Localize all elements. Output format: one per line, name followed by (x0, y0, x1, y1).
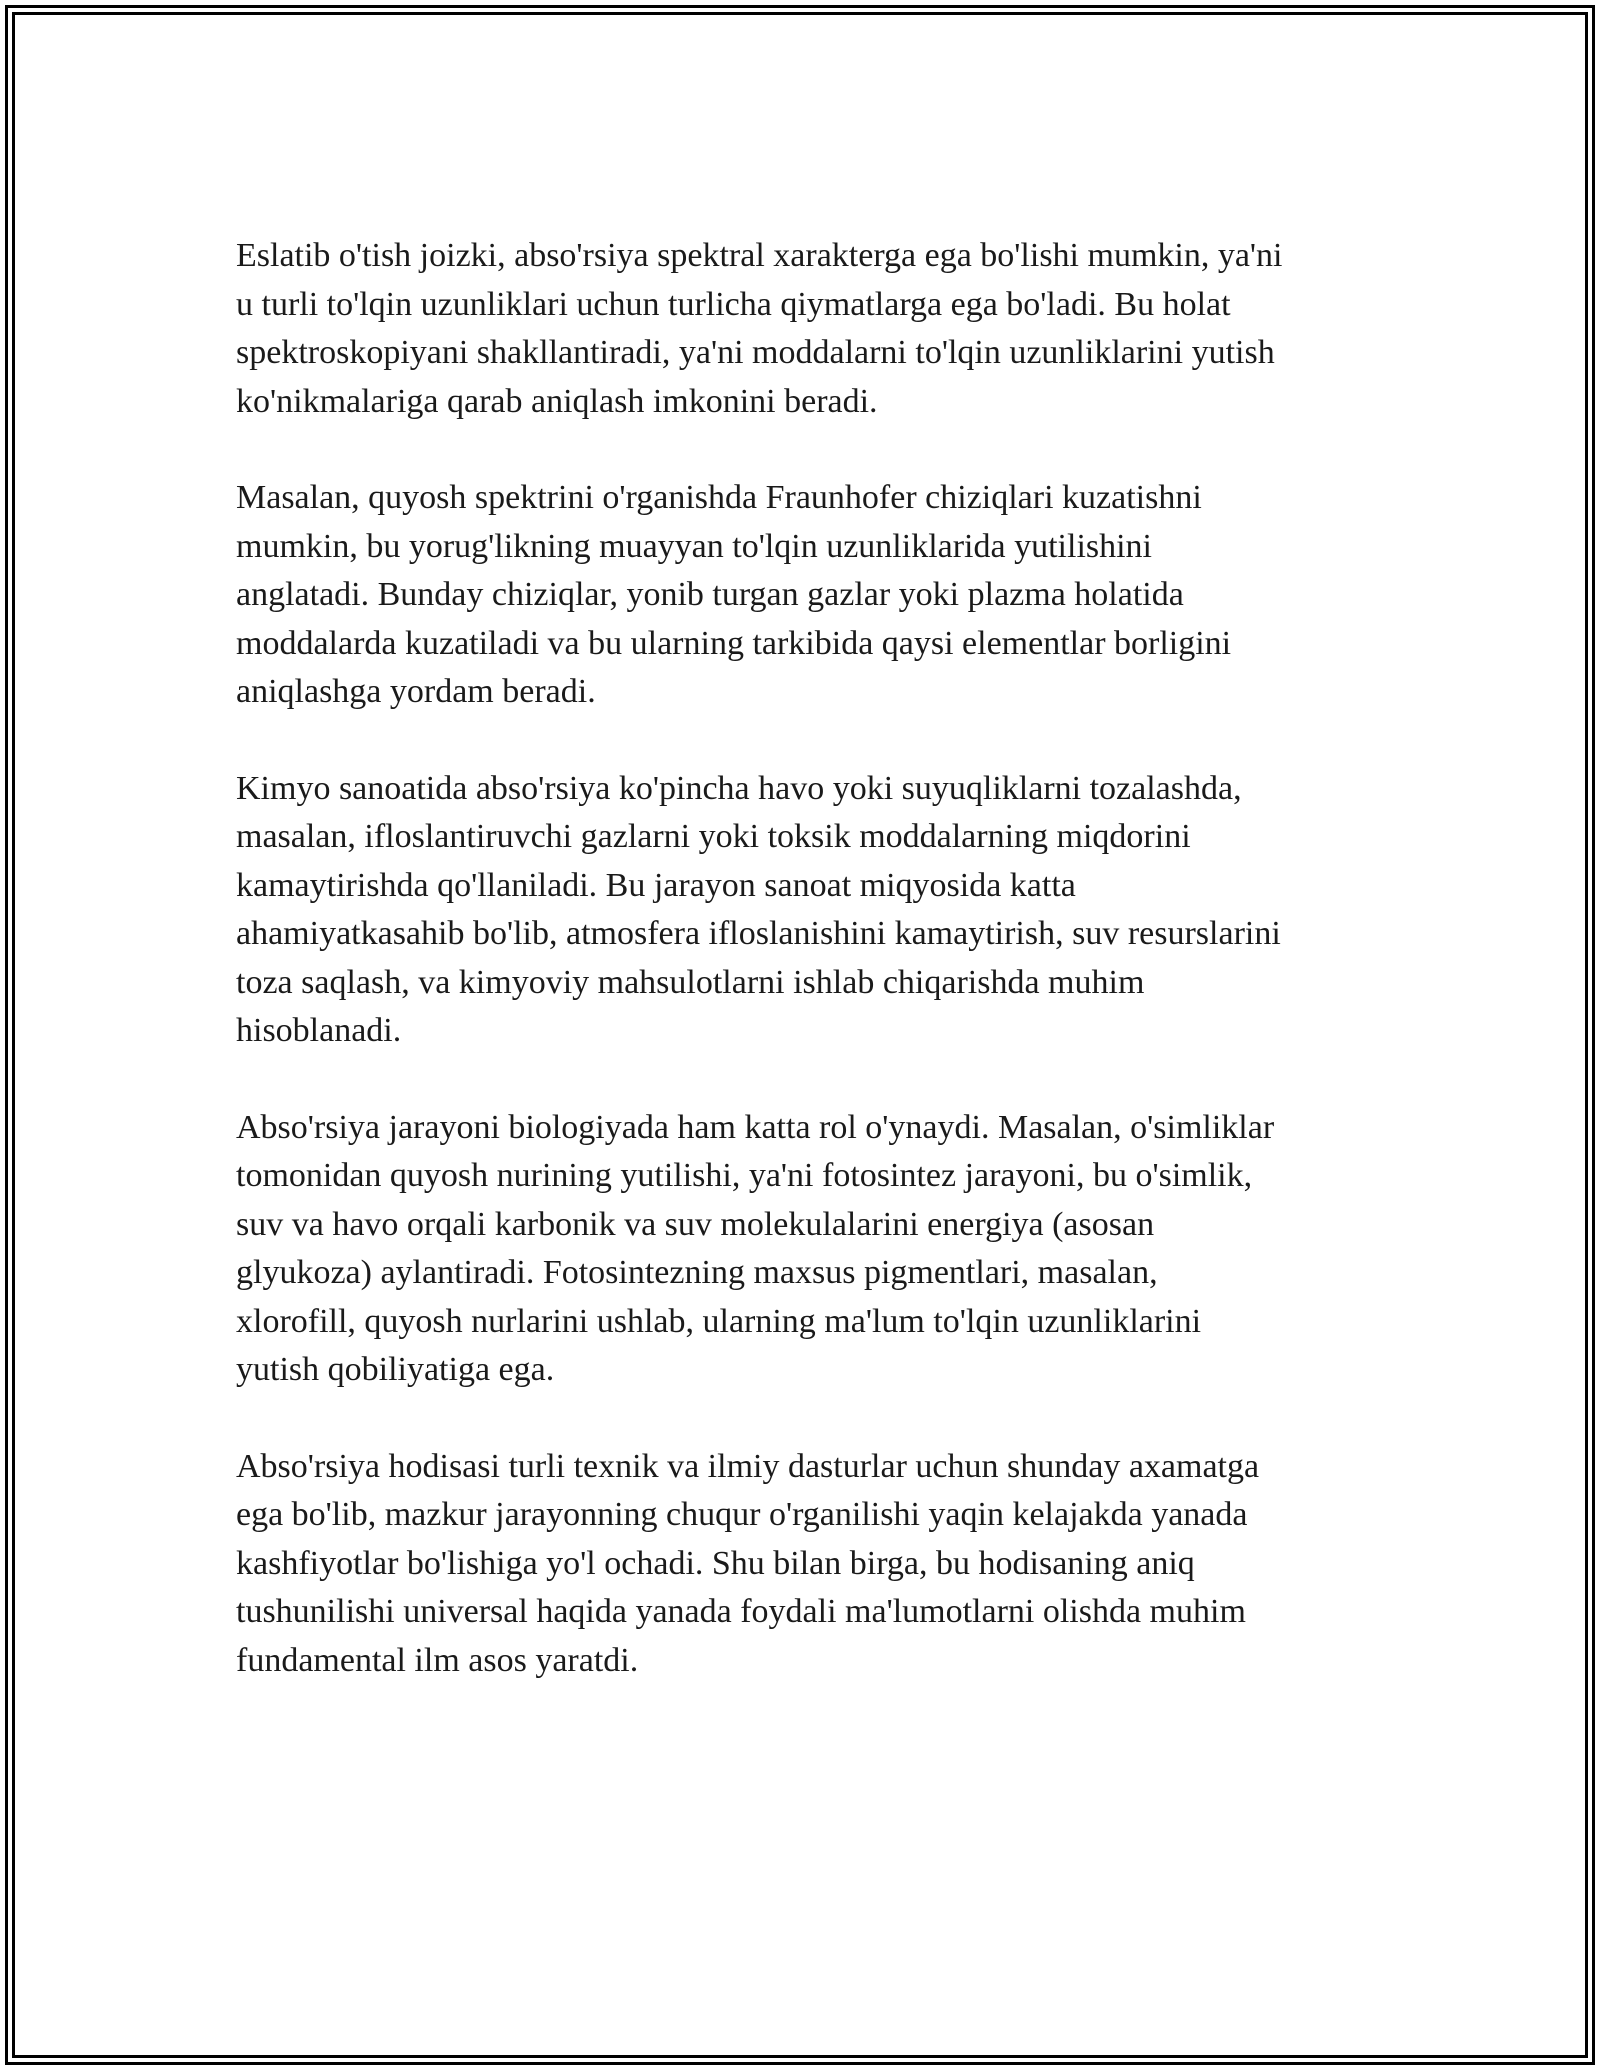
paragraph-fraunhofer-lines: Masalan, quyosh spektrini o'rganishda Fraunhofer chiziqlari kuzatishni mumkin, bu yorug'likning muayyan to'lqin uzunliklarida yutilishini anglatadi. Bunday chiziqlar, yonib turgan gazlar yoki plazma holatida moddalarda kuzatiladi va bu ularning tarkibida qaysi elementlar borligini aniqlashga yordam beradi. (236, 479, 1232, 710)
paragraph-spectral-absorption: Eslatib o'tish joizki, abso'rsiya spektral xarakterga ega bo'lishi mumkin, ya'ni u turli to'lqin uzunliklari uchun turlicha qiymatlarga ega bo'ladi. Bu holat spektroskopiyani shakllantiradi, ya'ni moddalarni to'lqin uzunliklarini yutish ko'nikmalariga qarab aniqlash imkonini beradi. (236, 237, 1283, 420)
document-body (236, 232, 1376, 1685)
paragraph-biology-photosynthesis: Abso'rsiya jarayoni biologiyada ham katta rol o'ynaydi. Masalan, o'simliklar tomonidan quyosh nurining yutilishi, ya'ni fotosintez jarayoni, bu o'simlik, suv va havo orqali karbonik va suv molekulalarini energiya (asosan glyukoza) aylantiradi. Fotosintezning maxsus pigmentlari, masalan, xlorofill, quyosh nurlarini ushlab, ularning ma'lum to'lqin uzunliklarini yutish qobiliyatiga ega. (236, 1108, 1275, 1388)
paragraph-conclusion: Abso'rsiya hodisasi turli texnik va ilmiy dasturlar uchun shunday axamatga ega bo'lib, mazkur jarayonning chuqur o'rganilishi yaqin kelajakda yanada kashfiyotlar bo'lishiga yo'l ochadi. Shu bilan birga, bu hodisaning aniq tushunilishi universal haqida yanada foydali ma'lumotlarni olishda muhim fundamental ilm asos yaratdi. (236, 1447, 1260, 1679)
paragraph-chemical-industry: Kimyo sanoatida abso'rsiya ko'pincha havo yoki suyuqliklarni tozalashda, masalan, ifloslantiruvchi gazlarni yoki toksik moddalarning miqdorini kamaytirishda qo'llaniladi. Bu jarayon sanoat miqyosida katta ahamiyatkasahib bo'lib, atmosfera ifloslanishini kamaytirish, suv resurslarini toza saqlash, va kimyoviy mahsulotlarni ishlab chiqarishda muhim hisoblanadi. (236, 769, 1281, 1049)
